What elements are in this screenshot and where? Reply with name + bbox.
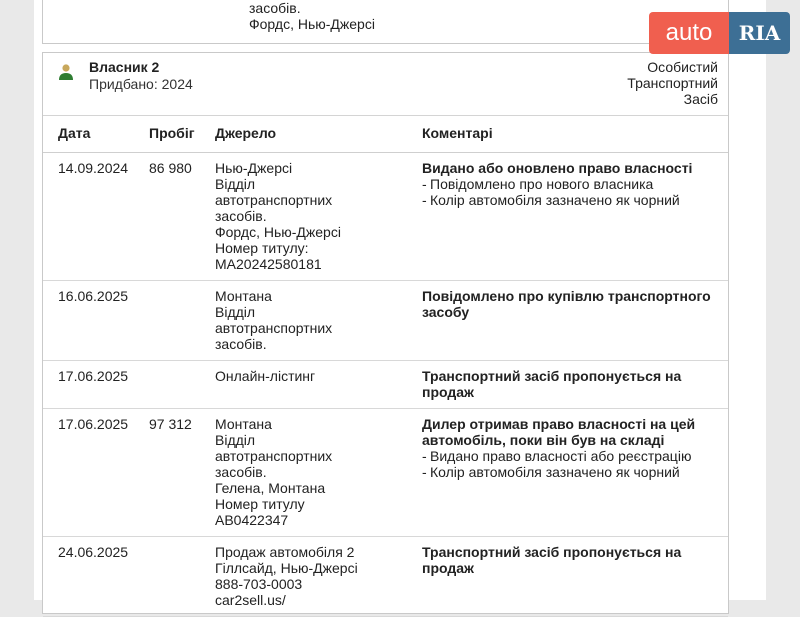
owner-type-line: Особистий: [647, 59, 718, 75]
source-line: засобів.: [215, 336, 267, 352]
source-line: car2sell.us/: [215, 592, 286, 608]
previous-source-line: засобів.: [249, 0, 301, 16]
row-mileage: [149, 281, 215, 361]
row-date: 24.06.2025: [43, 537, 149, 617]
comment-bullets: [422, 448, 714, 480]
comment-bullet: - Колір автомобіля зазначено як чорний: [422, 192, 714, 208]
row-mileage: 86 980: [149, 153, 215, 281]
table-row: [43, 409, 728, 537]
row-source: [215, 537, 422, 617]
table-row: [43, 361, 728, 409]
comment-bullet: - Повідомлено про нового власника: [422, 176, 714, 192]
source-line: засобів.: [215, 208, 267, 224]
previous-source: [249, 0, 375, 32]
row-source: [215, 281, 422, 361]
comment-title: Транспортний засіб пропонується на продаж: [422, 544, 682, 576]
comment-title: Повідомлено про купівлю транспортного засобу: [422, 288, 711, 320]
owner-purchased: Придбано: 2024: [89, 76, 193, 92]
source-line: Номер титулу:: [215, 240, 309, 256]
history-table: [43, 116, 728, 617]
row-source: [215, 153, 422, 281]
source-line: MA20242580181: [215, 256, 322, 272]
header-comments: Коментарі: [422, 116, 728, 153]
row-mileage: [149, 361, 215, 409]
owner-card: [42, 52, 729, 614]
owner-type-line: Транспортний: [627, 75, 718, 91]
source-line: Номер титулу: [215, 496, 305, 512]
owner-type-line: Засіб: [683, 91, 718, 107]
row-date: 17.06.2025: [43, 361, 149, 409]
row-source: [215, 409, 422, 537]
owner-header: [43, 53, 728, 116]
table-row: [43, 537, 728, 617]
table-row: [43, 153, 728, 281]
source-line: Фордс, Нью-Джерсі: [215, 224, 341, 240]
header-mileage: Пробіг: [149, 116, 215, 153]
source-line: автотранспортних: [215, 320, 333, 336]
source-line: Монтана: [215, 288, 272, 304]
source-line: Гіллсайд, Нью-Джерсі: [215, 560, 358, 576]
comment-bullet: - Видано право власності або реєстрацію: [422, 448, 714, 464]
previous-source-line: Фордс, Нью-Джерсі: [249, 16, 375, 32]
source-line: Відділ: [215, 176, 256, 192]
row-comments: [422, 153, 728, 281]
source-line: Гелена, Монтана: [215, 480, 326, 496]
source-line: 888-703-0003: [215, 576, 303, 592]
row-source: [215, 361, 422, 409]
source-line: Монтана: [215, 416, 272, 432]
source-line: Нью-Джерсі: [215, 160, 293, 176]
autoria-watermark-logo: [649, 12, 790, 54]
row-date: 16.06.2025: [43, 281, 149, 361]
comment-bullet: - Колір автомобіля зазначено як чорний: [422, 464, 714, 480]
source-line: Відділ: [215, 432, 256, 448]
comment-title: Транспортний засіб пропонується на продаж: [422, 368, 682, 400]
logo-part-auto: auto: [649, 12, 729, 54]
row-date: 17.06.2025: [43, 409, 149, 537]
row-comments: [422, 537, 728, 617]
row-mileage: [149, 537, 215, 617]
table-body: [43, 153, 728, 617]
row-mileage: 97 312: [149, 409, 215, 537]
comment-title: Видано або оновлено право власності: [422, 160, 693, 176]
owner-vehicle-type: [578, 59, 718, 107]
source-line: Онлайн-лістинг: [215, 368, 316, 384]
source-line: засобів.: [215, 464, 267, 480]
table-row: [43, 281, 728, 361]
previous-owner-card: [42, 0, 729, 44]
comment-bullets: [422, 176, 714, 208]
row-comments: [422, 281, 728, 361]
comment-title: Дилер отримав право власності на цей автомобіль, поки він був на складі: [422, 416, 696, 448]
source-line: автотранспортних: [215, 192, 333, 208]
source-line: Відділ: [215, 304, 256, 320]
row-comments: [422, 409, 728, 537]
source-line: автотранспортних: [215, 448, 333, 464]
table-header-row: [43, 116, 728, 153]
row-comments: [422, 361, 728, 409]
source-line: Продаж автомобіля 2: [215, 544, 355, 560]
source-line: AB0422347: [215, 512, 289, 528]
logo-part-ria: RIA: [729, 12, 790, 54]
header-source: Джерело: [215, 116, 422, 153]
header-date: Дата: [43, 116, 149, 153]
row-date: 14.09.2024: [43, 153, 149, 281]
owner-title: Власник 2: [89, 59, 160, 75]
person-icon: [57, 63, 75, 81]
